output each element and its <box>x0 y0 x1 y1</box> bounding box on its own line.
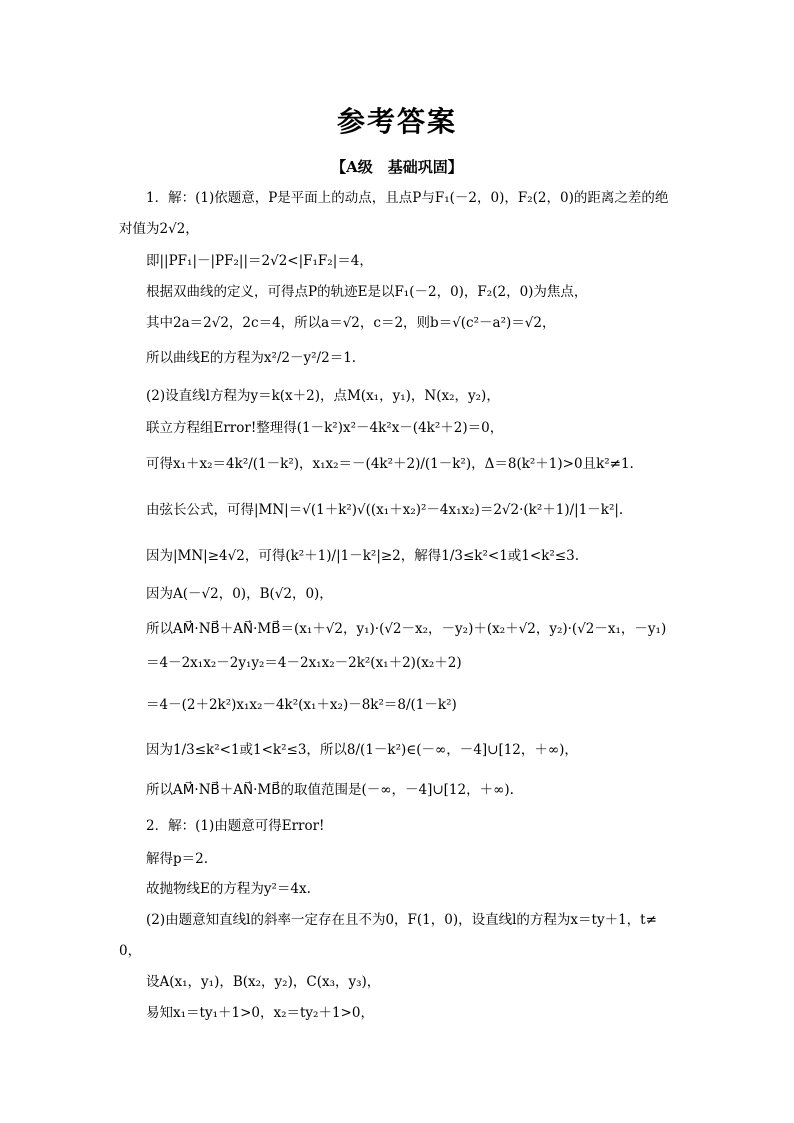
text-line: 所以AM⃗·NB⃗＋AN⃗·MB⃗的取值范围是(－∞，－4]∪[12，＋∞). <box>146 782 514 798</box>
text-line: 易知x₁＝ty₁＋1>0，x₂＝ty₂＋1>0， <box>146 1005 374 1021</box>
text-line: 因为A(－√2，0)，B(√2，0)， <box>146 586 333 602</box>
text-line: 其中2a＝2√2，2c＝4，所以a＝√2，c＝2，则b＝√(c²－a²)＝√2， <box>146 315 556 331</box>
text-line: 因为|MN|≥4√2，可得(k²＋1)/|1－k²|≥2，解得1/3≤k²<1或1<k²≤3. <box>146 548 579 564</box>
text-line: 1．解：(1)依题意，P是平面上的动点，且点P与F₁(－2，0)，F₂(2，0)的距离之差的绝 <box>146 190 669 206</box>
text-line: 设A(x₁，y₁)，B(x₂，y₂)，C(x₃，y₃)， <box>146 974 381 990</box>
text-line: 解得p＝2. <box>146 851 209 867</box>
page-title: 参考答案 <box>336 105 457 138</box>
text-line: (2)设直线l方程为y＝k(x＋2)，点M(x₁，y₁)，N(x₂，y₂)， <box>146 388 500 404</box>
text-line: 可得x₁＋x₂＝4k²/(1－k²)，x₁x₂＝－(4k²＋2)/(1－k²)，Δ＝8(k²＋1)>0且k²≠1. <box>146 456 634 472</box>
text-line: 即||PF₁|－|PF₂||＝2√2<|F₁F₂|＝4， <box>146 253 373 269</box>
text-line: 0， <box>119 943 142 959</box>
text-line: 对值为2√2， <box>119 221 199 237</box>
text-line: 根据双曲线的定义，可得点P的轨迹E是以F₁(－2，0)，F₂(2，0)为焦点， <box>146 284 588 300</box>
text-line: ＝4－(2＋2k²)x₁x₂－4k²(x₁＋x₂)－8k²＝8/(1－k²) <box>146 697 457 713</box>
text-line: (2)由题意知直线l的斜率一定存在且不为0，F(1，0)，设直线l的方程为x＝ty＋1，t≠ <box>146 912 657 928</box>
text-line: 因为1/3≤k²<1或1<k²≤3，所以8/(1－k²)∈(－∞，－4]∪[12，＋∞)， <box>146 742 578 758</box>
text-line: 所以AM⃗·NB⃗＋AN⃗·MB⃗＝(x₁＋√2，y₁)·(√2－x₂，－y₂)＋(x₂＋√2，y₂)·(√2－x₁，－y₁) <box>146 621 667 637</box>
text-line: 所以曲线E的方程为x²/2－y²/2＝1. <box>146 350 357 366</box>
text-line: ＝4－2x₁x₂－2y₁y₂＝4－2x₁x₂－2k²(x₁＋2)(x₂＋2) <box>146 655 462 671</box>
text-line: 联立方程组Error!整理得(1－k²)x²－4k²x－(4k²＋2)＝0， <box>146 420 504 436</box>
text-line: 由弦长公式，可得|MN|＝√(1＋k²)√((x₁＋x₂)²－4x₁x₂)＝2√2·(k²＋1)/|1－k²|. <box>146 502 624 518</box>
section-heading: 【A级 基础巩固】 <box>331 158 463 176</box>
text-line: 故抛物线E的方程为y²＝4x. <box>146 881 311 897</box>
text-line: 2．解：(1)由题意可得Error! <box>146 818 325 834</box>
